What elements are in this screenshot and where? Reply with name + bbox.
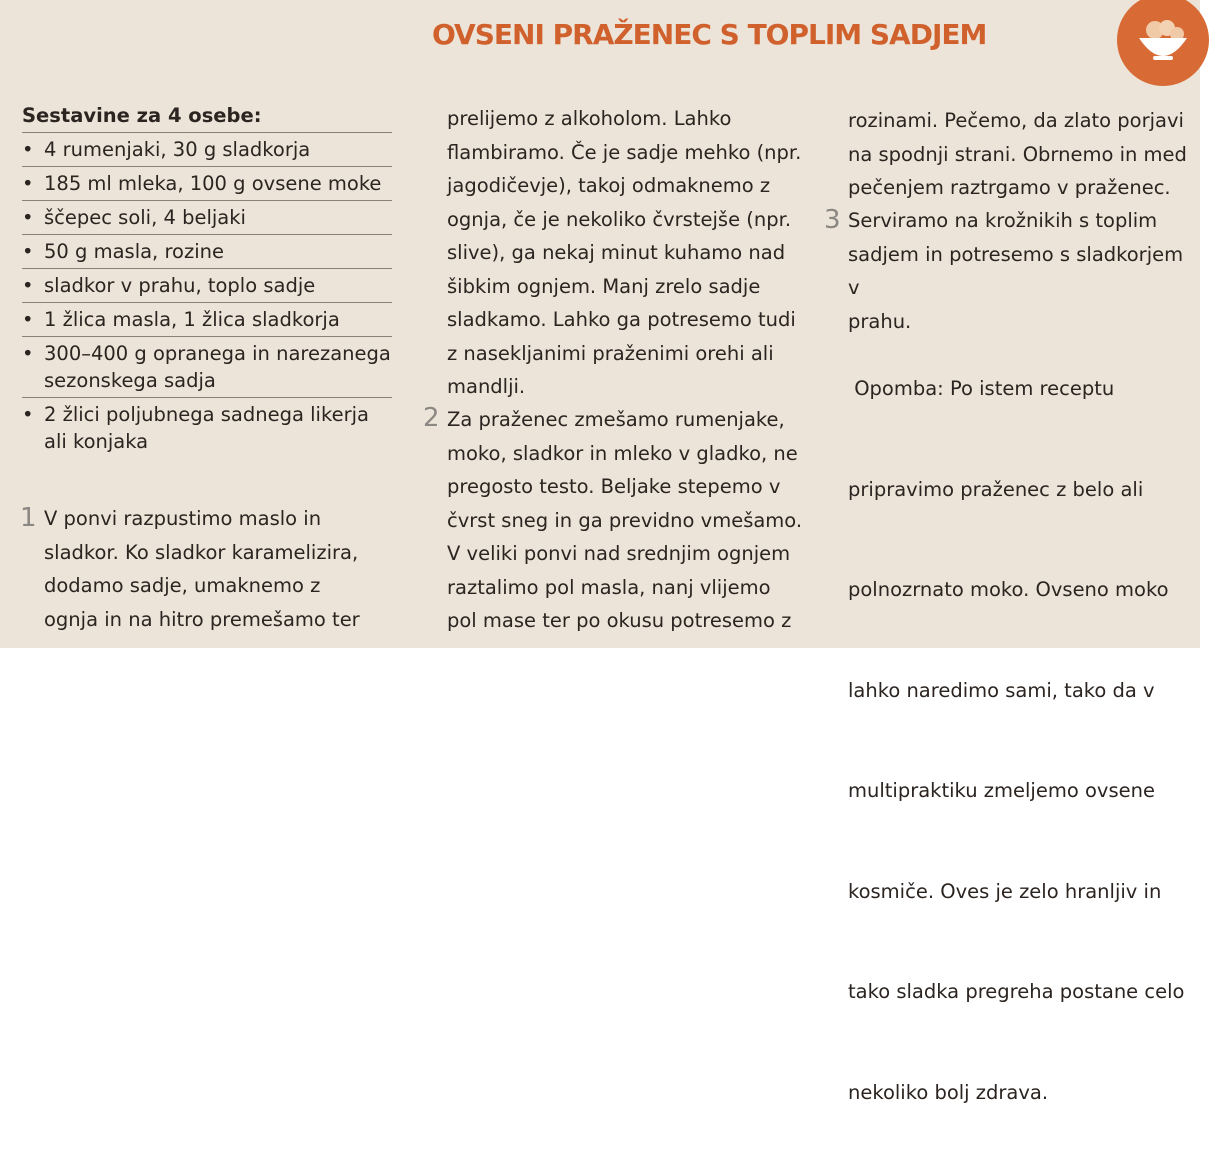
bowl-icon	[1117, 0, 1209, 86]
ingredient-item: • 300–400 g opranega in narezanega sezonskega sadja	[22, 337, 392, 398]
bullet: •	[22, 240, 34, 263]
ingredient-item: • 50 g masla, rozine	[22, 235, 392, 269]
bullet: •	[22, 308, 34, 331]
ingredients-list	[22, 100, 392, 458]
step-3-text: Serviramo na krožnikih s toplim sadjem in potresemo s sladkorjem v prahu.	[848, 209, 1184, 333]
bullet: •	[22, 403, 34, 426]
ingredients-heading: Sestavine za 4 osebe:	[22, 100, 392, 133]
step-1-text: V ponvi razpustimo maslo in sladkor. Ko sladkor karamelizira, dodamo sadje, umaknemo z ognja in na hitro premešamo ter	[44, 507, 360, 631]
step-2-continuation: rozinami. Pečemo, da zlato porjavi na spodnji strani. Obrnemo in med pečenjem raztrgamo v praženec.	[848, 109, 1187, 199]
step-1-continuation: prelijemo z alkoholom. Lahko flambiramo. Če je sadje mehko (npr. jagodičevje), takoj odmaknemo z ognja, če je nekoliko čvrstejše (npr. slive), ga nekaj minut kuhamo nad šibkim ognjem. Manj zrelo sadje sladkamo. Lahko ga potresemo tudi z nasekljanimi praženimi orehi ali mandlji.	[447, 107, 802, 398]
bullet: •	[22, 172, 34, 195]
bullet: •	[22, 138, 34, 161]
ingredient-item: • 1 žlica masla, 1 žlica sladkorja	[22, 303, 392, 337]
recipe-note: Opomba: Po istem receptu pripravimo praženec z belo ali polnozrnato moko. Ovseno moko lahko naredimo sami, tako da v multipraktiku zmeljemo ovsene kosmiče. Oves je zelo hranljiv in tako sladka pregreha postane celo nekoliko bolj zdrava.	[848, 377, 1185, 1104]
step-2-text: Za praženec zmešamo rumenjake, moko, sladkor in mleko v gladko, ne pregosto testo. Beljake stepemo v čvrst sneg in ga previdno vmešamo. V veliki ponvi nad srednjim ognjem raztalimo pol masla, nanj vlijemo pol mase ter po okusu potresemo z	[447, 408, 803, 632]
bullet: •	[22, 206, 34, 229]
ingredient-item: • 4 rumenjaki, 30 g sladkorja	[22, 133, 392, 167]
ingredient-item: • sladkor v prahu, toplo sadje	[22, 269, 392, 303]
bullet: •	[22, 342, 34, 365]
step-3-number: 3	[824, 205, 841, 235]
ingredient-item: • 2 žlici poljubnega sadnega likerja ali konjaka	[22, 403, 369, 453]
ingredient-item: • ščepec soli, 4 beljaki	[22, 201, 392, 235]
step-1-number: 1	[20, 503, 37, 533]
recipe-title: OVSENI PRAŽENEC S TOPLIM SADJEM	[432, 18, 987, 51]
bullet: •	[22, 274, 34, 297]
step-2-number: 2	[423, 403, 440, 433]
ingredient-item: • 185 ml mleka, 100 g ovsene moke	[22, 167, 392, 201]
